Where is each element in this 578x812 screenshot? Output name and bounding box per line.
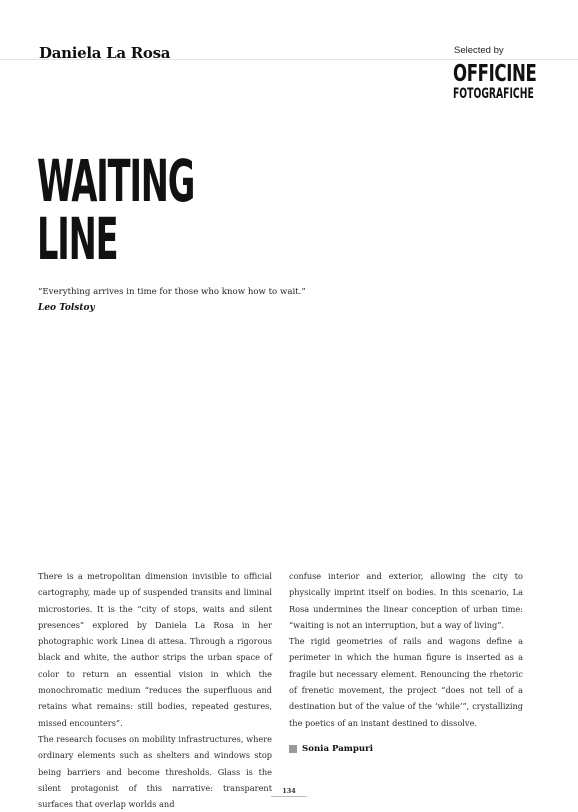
signature-name: Sonia Pampuri: [302, 743, 373, 754]
author-name: Daniela La Rosa: [39, 44, 171, 62]
epigraph-author: Leo Tolstoy: [38, 303, 95, 313]
page-title: [37, 147, 195, 273]
brand-logo: [453, 63, 575, 101]
body-column-left: [38, 568, 272, 812]
brand-logo-line1: OFFICINE: [453, 61, 537, 87]
brand-logo-line2: FOTOGRAFICHE: [453, 86, 534, 102]
signature: [289, 741, 523, 757]
page-number: 134: [282, 787, 296, 795]
body-column-right: [289, 568, 523, 757]
body-paragraph: confuse interior and exterior, allowing the city to physically imprint itself on bodies. In this scenario, La Rosa undermines the linear conception of urban time: “waiting is not an interruption, but a way of living”.: [289, 571, 523, 630]
square-icon: [289, 745, 297, 753]
body-paragraph: The rigid geometries of rails and wagons define a perimeter in which the human figure is inserted as a fragile but necessary element. Renouncing the rhetoric of frenetic movement, the project “does not tell of a destination but of the value of the ‘while’”, crystallizing the poetics of an instant destined to dissolve.: [289, 636, 523, 728]
body-paragraph: The research focuses on mobility infrastructures, where ordinary elements such as shelters and windows stop being barriers and become thresholds. Glass is the silent protagonist of this narrative: transparent surfaces that overlap worlds and: [38, 733, 272, 810]
body-paragraph: There is a metropolitan dimension invisible to official cartography, made up of suspended transits and liminal microstories. It is the “city of stops, waits and silent presences” explored by Daniela La Rosa in her photographic work Linea di attesa. Through a rigorous black and white, the author strips the urban space of color to return an essential vision in which the monochromatic medium “reduces the superfluous and retains what remains: still bodies, repeated gestures, missed encounters”.: [38, 571, 272, 728]
title-line-2: LINE: [37, 205, 118, 273]
epigraph-quote: “Everything arrives in time for those who know how to wait.”: [38, 287, 306, 297]
selected-by-label: Selected by: [454, 45, 504, 56]
title-line-1: WAITING: [37, 147, 195, 215]
page-number-rule: [271, 796, 307, 797]
